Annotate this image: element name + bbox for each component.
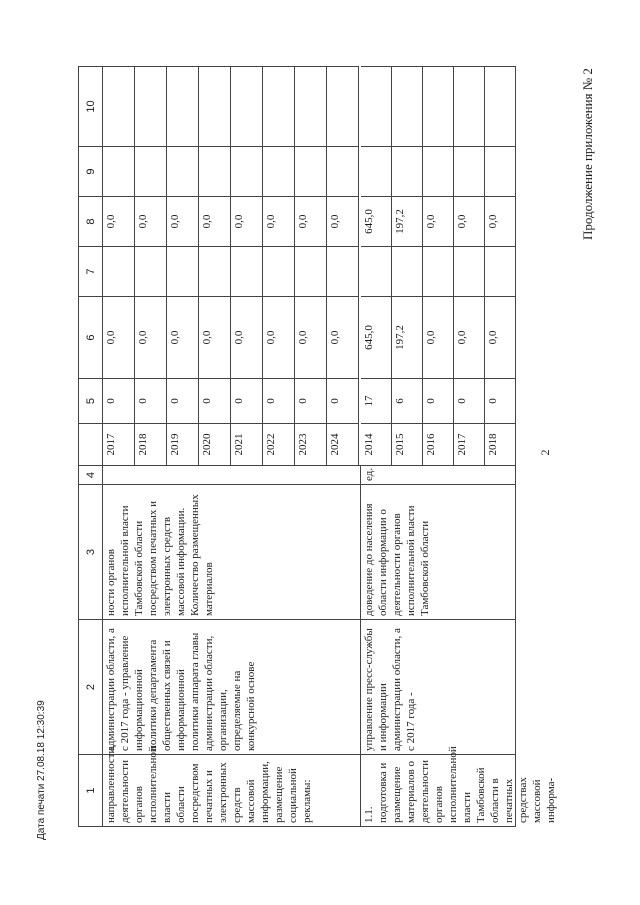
section-b-row-5-year: 2018 [485,423,516,465]
section-a-row-8-c7 [327,246,359,296]
section-b-row-2-c8: 197,2 [392,196,423,246]
section-b-row-4-c8: 0,0 [454,196,485,246]
section-b-row-4-c9 [454,146,485,196]
header-col-4b [79,423,103,465]
section-a-row-4-c9 [199,146,231,196]
section-b-row-5-c10 [485,66,516,146]
section-a-row-1-c7 [103,246,135,296]
section-b-row-3-c5: 0 [423,378,454,423]
section-a-row-8-c8: 0,0 [327,196,359,246]
section-a-row-3-c9 [167,146,199,196]
section-b-row-5-c9 [485,146,516,196]
section-b-row-3-c10 [423,66,454,146]
section-a-row-6-c6: 0,0 [263,296,295,378]
section-b-row-2-year: 2015 [392,423,423,465]
section-a-row-6-c9 [263,146,295,196]
section-b-row-3-c9 [423,146,454,196]
section-a-row-7-c5: 0 [295,378,327,423]
section-a-row-3-c7 [167,246,199,296]
section-a-row-5-c9 [231,146,263,196]
section-a-row-2-c10 [135,66,167,146]
section-a-row-7-c9 [295,146,327,196]
section-a-row-1-c9 [103,146,135,196]
section-a-row-2-c8: 0,0 [135,196,167,246]
section-b-row-5-c8: 0,0 [485,196,516,246]
section-b-row-4-c7 [454,246,485,296]
section-b-row-2-c6: 197,2 [392,296,423,378]
header-col-6: 6 [79,296,103,378]
section-a-row-2-c5: 0 [135,378,167,423]
section-a-row-7-c6: 0,0 [295,296,327,378]
section-b-row-3-c8: 0,0 [423,196,454,246]
section-a-row-4-c5: 0 [199,378,231,423]
section-a-row-5-c10 [231,66,263,146]
section-b-row-5-c5: 0 [485,378,516,423]
section-b-row-2-c10 [392,66,423,146]
section-a-row-6-year: 2022 [263,423,295,465]
header-col-7: 7 [79,246,103,296]
section-a-row-1-c10 [103,66,135,146]
data-table [78,66,557,827]
section-a-row-4-c10 [199,66,231,146]
header-col-2: 2 [79,619,103,754]
section-a-row-7-c8: 0,0 [295,196,327,246]
section-b-row-1-c9 [361,146,392,196]
section-b-row-4-c5: 0 [454,378,485,423]
section-a-row-4-year: 2020 [199,423,231,465]
section-a-row-1-c5: 0 [103,378,135,423]
page-number: 2 [538,449,552,456]
section-b-row-4-year: 2017 [454,423,485,465]
header-col-10: 10 [79,66,103,146]
section-b-row-1-c10 [361,66,392,146]
section-b-row-1-c5: 17 [361,378,392,423]
section-a-row-8-c5: 0 [327,378,359,423]
section-b-row-2-c9 [392,146,423,196]
section-a-row-3-c5: 0 [167,378,199,423]
section-b-row-2-c5: 6 [392,378,423,423]
section-b-row-5-c6: 0,0 [485,296,516,378]
section-a-row-4-c8: 0,0 [199,196,231,246]
section-a-row-5-c7 [231,246,263,296]
section-a-row-1-c6: 0,0 [103,296,135,378]
section-a-row-7-c7 [295,246,327,296]
section-a-col2: администрации области, а с 2017 года - управление информационной политики департамента общественных связей и информационной политики аппарата главы администрации области, организации, определяемые на конкурсной основе [103,619,361,754]
section-a-row-5-c5: 0 [231,378,263,423]
section-a-row-2-c9 [135,146,167,196]
section-a-row-2-year: 2018 [135,423,167,465]
section-a-row-4-c6: 0,0 [199,296,231,378]
section-b-row-5-c7 [485,246,516,296]
section-a-row-2-c7 [135,246,167,296]
continuation-caption: Продолжение приложения № 2 [580,68,595,240]
header-col-3: 3 [79,484,103,619]
section-a-row-8-c9 [327,146,359,196]
print-date: Дата печати 27.08.18 12:30:39 [36,700,47,840]
section-a-row-6-c10 [263,66,295,146]
section-b-row-1-c8: 645,0 [361,196,392,246]
section-b-row-1-year: 2014 [361,423,392,465]
section-b-col4: ед. [361,465,516,484]
section-b-row-1-c7 [361,246,392,296]
section-a-row-3-year: 2019 [167,423,199,465]
section-a-row-1-c8: 0,0 [103,196,135,246]
section-a-row-5-year: 2021 [231,423,263,465]
section-a-row-2-c6: 0,0 [135,296,167,378]
section-b-col2: управление пресс-службы и информации администрации области, а с 2017 года - [361,619,516,754]
header-col-1: 1 [79,754,103,826]
section-a-row-8-c10 [327,66,359,146]
section-a-row-6-c5: 0 [263,378,295,423]
section-b-row-4-c6: 0,0 [454,296,485,378]
section-a-row-3-c8: 0,0 [167,196,199,246]
section-a-col1: направленности, деятельности органов исполнительной власти области посредством печатных и электронных средств массовой информации, размещение социальной рекламы: [103,754,361,826]
section-b-row-3-c6: 0,0 [423,296,454,378]
section-b-row-2-c7 [392,246,423,296]
section-b-row-3-c7 [423,246,454,296]
section-a-col4 [103,465,361,484]
section-a-row-6-c7 [263,246,295,296]
section-b-col1: 1.1. подготовка и размещение материалов о деятельности органов исполнительной власти Тамбовской области в печатных средствах массовой информа- [361,754,516,826]
section-a-row-6-c8: 0,0 [263,196,295,246]
header-col-4: 4 [79,465,103,484]
section-a-row-5-c8: 0,0 [231,196,263,246]
section-a-row-3-c6: 0,0 [167,296,199,378]
section-a-row-4-c7 [199,246,231,296]
section-a-row-5-c6: 0,0 [231,296,263,378]
section-b-row-1-c6: 645,0 [361,296,392,378]
section-a-col3: ности органов исполнительной власти Тамбовской области посредством печатных и электронных средств массовой информации. Количество размещенных материалов [103,484,361,619]
header-col-5: 5 [79,378,103,423]
section-b-col3: доведение до населения области информации о деятельности органов исполнительной власти Тамбовской области [361,484,516,619]
header-col-8: 8 [79,196,103,246]
section-a-row-1-year: 2017 [103,423,135,465]
section-b-row-3-year: 2016 [423,423,454,465]
section-a-row-3-c10 [167,66,199,146]
section-b-row-4-c10 [454,66,485,146]
section-a-row-8-c6: 0,0 [327,296,359,378]
section-a-row-8-year: 2024 [327,423,359,465]
section-a-row-7-c10 [295,66,327,146]
header-col-9: 9 [79,146,103,196]
section-a-row-7-year: 2023 [295,423,327,465]
